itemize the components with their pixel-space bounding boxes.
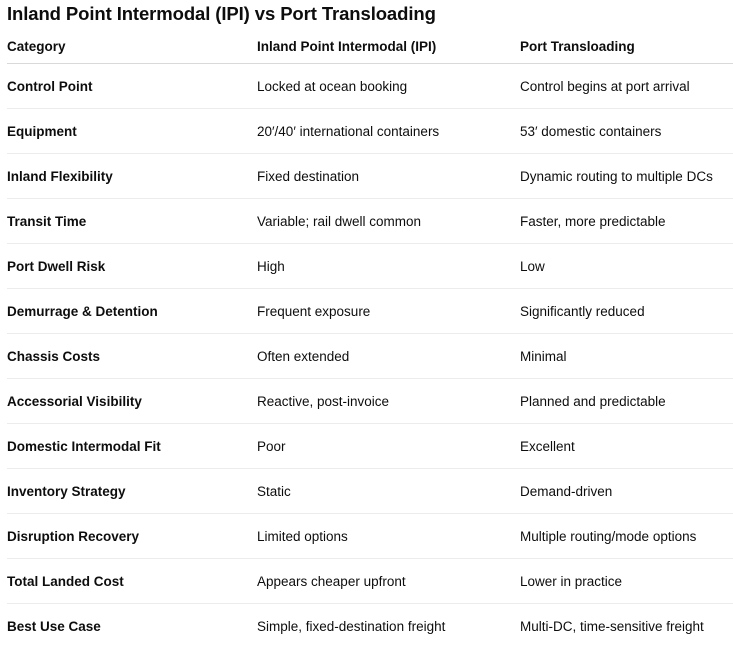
row-ipi-value: Often extended bbox=[257, 334, 520, 379]
row-transloading-value: Significantly reduced bbox=[520, 289, 733, 334]
table-row bbox=[7, 334, 733, 379]
row-ipi-value: Appears cheaper upfront bbox=[257, 559, 520, 604]
row-ipi-value: Reactive, post-invoice bbox=[257, 379, 520, 424]
row-category: Chassis Costs bbox=[7, 334, 257, 379]
row-transloading-value: 53′ domestic containers bbox=[520, 109, 733, 154]
row-category: Best Use Case bbox=[7, 604, 257, 648]
row-transloading-value: Excellent bbox=[520, 424, 733, 469]
row-category: Inventory Strategy bbox=[7, 469, 257, 514]
row-ipi-value: Locked at ocean booking bbox=[257, 64, 520, 109]
row-ipi-value: Variable; rail dwell common bbox=[257, 199, 520, 244]
row-transloading-value: Minimal bbox=[520, 334, 733, 379]
table-row bbox=[7, 424, 733, 469]
row-ipi-value: Frequent exposure bbox=[257, 289, 520, 334]
row-transloading-value: Control begins at port arrival bbox=[520, 64, 733, 109]
row-ipi-value: High bbox=[257, 244, 520, 289]
header-ipi: Inland Point Intermodal (IPI) bbox=[257, 30, 520, 64]
row-transloading-value: Low bbox=[520, 244, 733, 289]
row-ipi-value: Simple, fixed-destination freight bbox=[257, 604, 520, 648]
row-transloading-value: Lower in practice bbox=[520, 559, 733, 604]
page-title: Inland Point Intermodal (IPI) vs Port Transloading bbox=[7, 2, 436, 26]
row-category: Inland Flexibility bbox=[7, 154, 257, 199]
row-ipi-value: 20′/40′ international containers bbox=[257, 109, 520, 154]
row-ipi-value: Poor bbox=[257, 424, 520, 469]
row-category: Control Point bbox=[7, 64, 257, 109]
table-row bbox=[7, 244, 733, 289]
row-ipi-value: Limited options bbox=[257, 514, 520, 559]
row-ipi-value: Fixed destination bbox=[257, 154, 520, 199]
row-transloading-value: Demand-driven bbox=[520, 469, 733, 514]
row-transloading-value: Dynamic routing to multiple DCs bbox=[520, 154, 733, 199]
table-header-row bbox=[7, 30, 733, 64]
table-row bbox=[7, 199, 733, 244]
table-row bbox=[7, 514, 733, 559]
table-row bbox=[7, 109, 733, 154]
row-transloading-value: Faster, more predictable bbox=[520, 199, 733, 244]
row-category: Domestic Intermodal Fit bbox=[7, 424, 257, 469]
row-category: Demurrage & Detention bbox=[7, 289, 257, 334]
row-category: Disruption Recovery bbox=[7, 514, 257, 559]
row-category: Equipment bbox=[7, 109, 257, 154]
row-transloading-value: Multi-DC, time-sensitive freight bbox=[520, 604, 733, 648]
row-transloading-value: Planned and predictable bbox=[520, 379, 733, 424]
table-row bbox=[7, 559, 733, 604]
row-category: Port Dwell Risk bbox=[7, 244, 257, 289]
row-category: Total Landed Cost bbox=[7, 559, 257, 604]
comparison-table bbox=[7, 30, 733, 648]
table-row bbox=[7, 64, 733, 109]
row-ipi-value: Static bbox=[257, 469, 520, 514]
row-category: Transit Time bbox=[7, 199, 257, 244]
table-row bbox=[7, 379, 733, 424]
table-row bbox=[7, 469, 733, 514]
header-port-transloading: Port Transloading bbox=[520, 30, 733, 64]
header-category: Category bbox=[7, 30, 257, 64]
row-transloading-value: Multiple routing/mode options bbox=[520, 514, 733, 559]
row-category: Accessorial Visibility bbox=[7, 379, 257, 424]
table-row bbox=[7, 289, 733, 334]
table-row bbox=[7, 154, 733, 199]
table-row bbox=[7, 604, 733, 648]
